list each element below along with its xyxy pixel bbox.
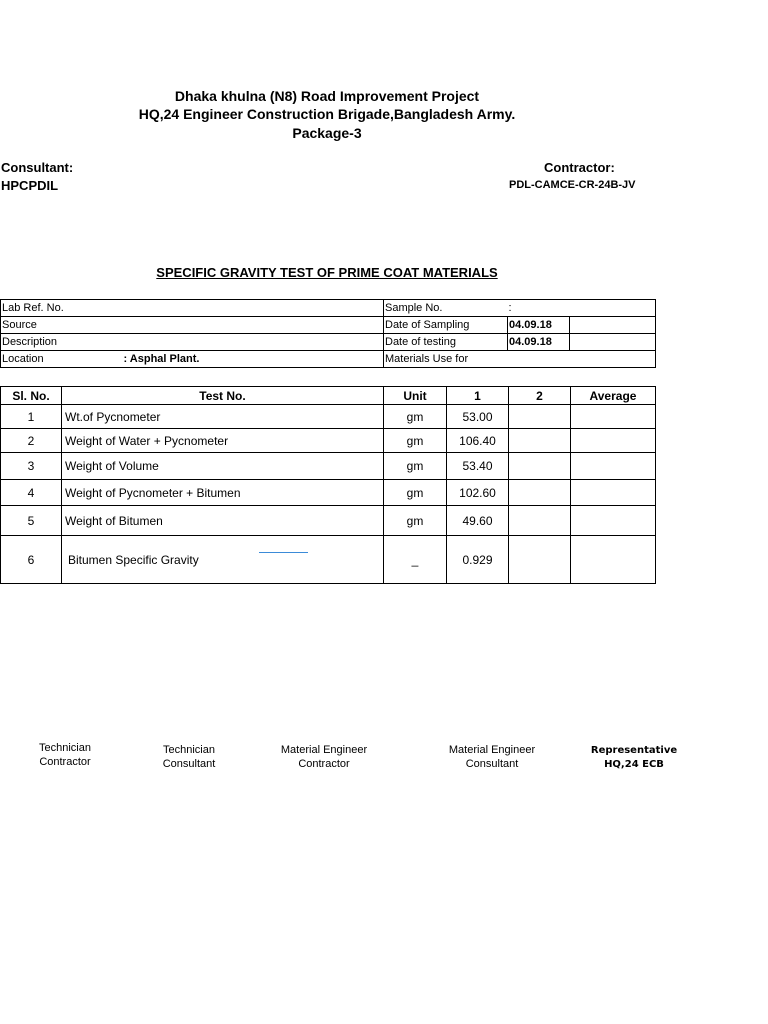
date-sampling-label: Date of Sampling (384, 317, 508, 334)
average-cell (571, 506, 656, 536)
col-header-test: Test No. (62, 387, 384, 405)
unit-cell: _ (384, 536, 447, 584)
document-title: SPECIFIC GRAVITY TEST OF PRIME COAT MATERIALS (156, 265, 498, 280)
signature-material-engineer-consultant: Material Engineer Consultant (448, 744, 536, 770)
value1-cell: 53.00 (447, 405, 509, 429)
signature-technician-contractor: Technician Contractor (39, 742, 91, 768)
sl-cell: 2 (1, 429, 62, 453)
description-label: Description (1, 334, 123, 351)
date-sampling-value: 04.09.18 (508, 317, 570, 334)
test-cell: Wt.of Pycnometer (62, 405, 384, 429)
value2-cell (509, 536, 571, 584)
test-cell: Weight of Water + Pycnometer (62, 429, 384, 453)
location-value: : Asphal Plant. (123, 351, 384, 368)
unit-cell: gm (384, 453, 447, 480)
test-cell: Bitumen Specific Gravity (62, 536, 384, 584)
average-cell (571, 536, 656, 584)
value2-cell (509, 405, 571, 429)
col-header-unit: Unit (384, 387, 447, 405)
average-cell (571, 480, 656, 506)
average-cell (571, 453, 656, 480)
table-row (1, 536, 656, 584)
sample-no-label: Sample No. (384, 300, 508, 317)
sl-cell: 1 (1, 405, 62, 429)
average-cell (571, 405, 656, 429)
value2-cell (509, 506, 571, 536)
sl-cell: 5 (1, 506, 62, 536)
lab-ref-label: Lab Ref. No. (1, 300, 123, 317)
date-testing-value: 04.09.18 (508, 334, 570, 351)
project-title: Dhaka khulna (N8) Road Improvement Project (174, 88, 480, 104)
test-cell: Weight of Pycnometer + Bitumen (62, 480, 384, 506)
table-row (1, 405, 656, 429)
unit-cell: gm (384, 480, 447, 506)
unit-cell: gm (384, 506, 447, 536)
signature-material-engineer-contractor: Material Engineer Contractor (280, 744, 368, 770)
table-row (1, 453, 656, 480)
contractor-label: Contractor: (544, 160, 615, 175)
average-cell (571, 429, 656, 453)
sample-info-table (0, 299, 656, 368)
value2-cell (509, 429, 571, 453)
sl-cell: 4 (1, 480, 62, 506)
value1-cell: 49.60 (447, 506, 509, 536)
table-row (1, 429, 656, 453)
value1-cell: 0.929 (447, 536, 509, 584)
table-row (1, 506, 656, 536)
unit-cell: gm (384, 429, 447, 453)
value1-cell: 106.40 (447, 429, 509, 453)
col-header-sl: Sl. No. (1, 387, 62, 405)
date-testing-label: Date of testing (384, 334, 508, 351)
value2-cell (509, 453, 571, 480)
sl-cell: 6 (1, 536, 62, 584)
value2-cell (509, 480, 571, 506)
test-cell: Weight of Bitumen (62, 506, 384, 536)
table-row (1, 480, 656, 506)
col-header-2: 2 (509, 387, 571, 405)
sample-no-value: : (508, 300, 570, 317)
consultant-name: HPCPDIL (1, 178, 59, 193)
value1-cell: 102.60 (447, 480, 509, 506)
table-header-row (1, 387, 656, 405)
specific-gravity-table (0, 386, 656, 584)
package-title: Package-3 (292, 125, 362, 141)
col-header-average: Average (571, 387, 656, 405)
consultant-label: Consultant: (1, 160, 74, 175)
sl-cell: 3 (1, 453, 62, 480)
signature-technician-consultant: Technician Consultant (162, 744, 216, 770)
value1-cell: 53.40 (447, 453, 509, 480)
materials-use-label: Materials Use for (384, 351, 508, 368)
col-header-1: 1 (447, 387, 509, 405)
location-label: Location (1, 351, 123, 368)
unit-cell: gm (384, 405, 447, 429)
test-cell: Weight of Volume (62, 453, 384, 480)
formula-divider-line (259, 552, 308, 553)
brigade-title: HQ,24 Engineer Construction Brigade,Bangladesh Army. (138, 106, 516, 122)
contractor-name: PDL-CAMCE-CR-24B-JV (509, 179, 636, 191)
signature-representative-hq: Representative HQ,24 ECB (590, 745, 678, 770)
source-label: Source (1, 317, 123, 334)
